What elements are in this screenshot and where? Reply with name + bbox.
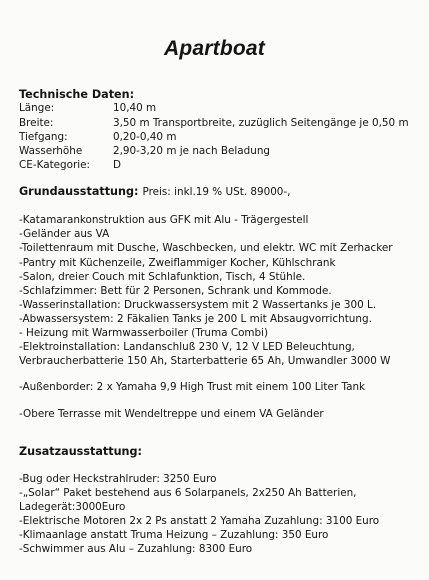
zusatz-item: -Elektrische Motoren 2x 2 Ps anstatt 2 Yamaha Zuzahlung: 3100 Euro: [19, 515, 380, 527]
grund-item: -Wasserinstallation: Druckwassersystem mit 2 Wassertanks je 300 L.: [19, 299, 377, 311]
tech-label: Breite:: [19, 117, 54, 129]
grund-item: -Salon, dreier Couch mit Schlafunktion, Tisch, 4 Stühle.: [19, 271, 306, 283]
grund-item: -Obere Terrasse mit Wendeltreppe und einem VA Geländer: [19, 408, 324, 420]
zusatz-item: -Bug oder Heckstrahlruder: 3250 Euro: [19, 473, 217, 485]
tech-label: Tiefgang:: [19, 131, 68, 143]
tech-label: Wasserhöhe: [19, 145, 83, 157]
tech-row: [19, 145, 270, 157]
tech-value: 10,40 m: [113, 102, 157, 114]
zusatz-item: -Schwimmer aus Alu – Zuzahlung: 8300 Euro: [19, 543, 253, 555]
tech-label: CE-Kategorie:: [19, 159, 91, 171]
grund-item: -Geländer aus VA: [19, 228, 110, 240]
tech-value: D: [113, 159, 122, 171]
grund-item: -Elektroinstallation: Landanschluß 230 V, 12 V LED Beleuchtung,: [19, 341, 355, 353]
tech-value: 0,20-0,40 m: [113, 131, 177, 143]
grund-item: -Abwassersystem: 2 Fäkalien Tanks je 200 L mit Absaugvorrichtung.: [19, 313, 372, 325]
zusatz-item: -Klimaanlage anstatt Truma Heizung – Zuzahlung: 350 Euro: [19, 529, 329, 541]
tech-row: [19, 159, 121, 171]
grund-item: -Schlafzimmer: Bett für 2 Personen, Schrank und Kommode.: [19, 285, 332, 297]
tech-label: Länge:: [19, 102, 55, 114]
tech-row: [19, 131, 176, 143]
page-title: Apartboat: [164, 37, 265, 60]
grund-heading-row: [19, 185, 290, 198]
grund-item: -Toilettenraum mit Dusche, Waschbecken, und elektr. WC mit Zerhacker: [19, 242, 393, 254]
grund-item: -Pantry mit Küchenzeile, Zweiflammiger Kocher, Kühlschrank: [19, 257, 336, 269]
tech-row: [19, 117, 409, 129]
grund-item: Verbraucherbatterie 150 Ah, Starterbatterie 65 Ah, Umwandler 3000 W: [19, 355, 391, 367]
zusatz-item: Ladegerät:3000Euro: [19, 501, 126, 513]
grund-item: -Außenborder: 2 x Yamaha 9,9 High Trust mit einem 100 Liter Tank: [19, 381, 366, 393]
tech-value: 2,90-3,20 m je nach Beladung: [113, 145, 271, 157]
grund-item: -Katamarankonstruktion aus GFK mit Alu - Trägergestell: [19, 214, 309, 226]
zusatz-heading: Zusatzausstattung:: [19, 445, 142, 458]
grund-item: - Heizung mit Warmwasserboiler (Truma Combi): [19, 327, 269, 339]
tech-heading: Technische Daten:: [19, 88, 135, 101]
zusatz-item: -„Solar“ Paket bestehend aus 6 Solarpanels, 2x250 Ah Batterien,: [19, 487, 357, 499]
grund-price: Preis: inkl.19 % USt. 89000-,: [142, 186, 291, 198]
grund-heading: Grundausstattung:: [19, 185, 139, 198]
tech-row: [19, 102, 156, 114]
tech-value: 3,50 m Transportbreite, zuzüglich Seitengänge je 0,50 m: [113, 117, 409, 129]
